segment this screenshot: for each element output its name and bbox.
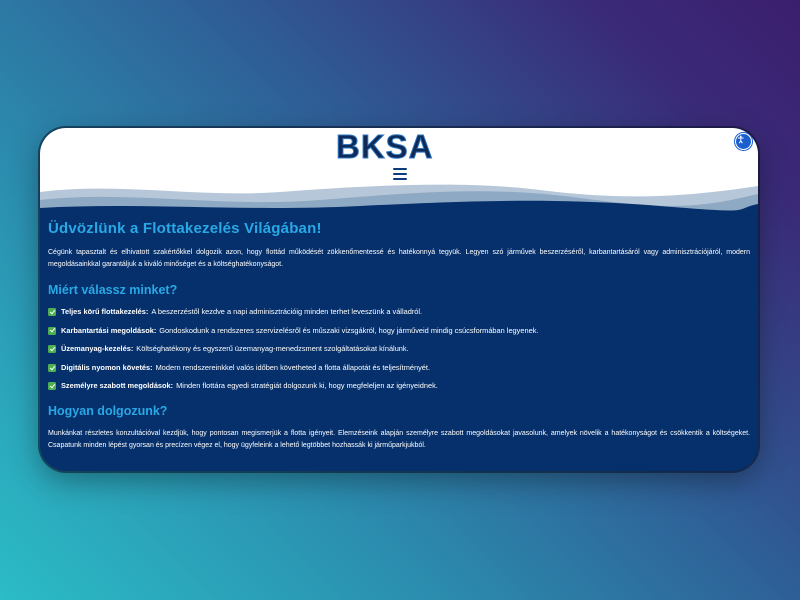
- main-content: [40, 210, 758, 451]
- accessibility-icon[interactable]: [735, 133, 752, 150]
- feature-title: Teljes körű flottakezelés:: [61, 307, 149, 316]
- intro-paragraph: Cégünk tapasztalt és elhivatott szakértőkkel dolgozik azon, hogy flottád működését zökkenőmentessé és hatékonnyá tegyük. Legyen szó járművek beszerzéséről, karbantartásáról vagy adminisztrációjáról, modern megoldásainkkal garantáljuk a kiváló minőséget és a költséghatékonyságot.: [48, 249, 750, 268]
- feature-title: Üzemanyag-kezelés:: [61, 344, 134, 354]
- header-wave: [40, 178, 758, 214]
- list-item: [48, 307, 750, 317]
- list-item: [48, 344, 750, 354]
- check-icon: [48, 345, 56, 353]
- feature-title: Személyre szabott megoldások:: [61, 381, 174, 391]
- list-item: [48, 326, 750, 336]
- how-paragraph: Munkánkat részletes konzultációval kezdjük, hogy pontosan megismerjük a flotta igényeit. Elemzéseink alapján személyre szabott megoldásokat javasolunk, amelyek növelik a hatékonyságot és csökkentik a költségeket. Csapatunk minden lépést gyorsan és precízen végez el, hogy ügyfeleink a lehető legtöbbet hozhassák ki járműparkjukból.: [48, 430, 750, 449]
- site-header: [40, 128, 758, 210]
- browser-window: [40, 128, 758, 471]
- check-icon: [48, 364, 56, 372]
- page-title: Üdvözlünk a Flottakezelés Világában!: [48, 220, 322, 237]
- list-item: [48, 381, 750, 391]
- how-heading: Hogyan dolgozunk?: [48, 404, 168, 419]
- check-icon: [48, 327, 56, 335]
- feature-text: Gondoskodunk a rendszeres szervizelésről és műszaki vizsgákról, hogy járműveid mindig csúcsformában legyenek.: [159, 325, 539, 335]
- feature-title: Digitális nyomon követés:: [61, 362, 153, 372]
- feature-title: Karbantartási megoldások:: [61, 325, 157, 335]
- feature-text: Költséghatékony és egyszerű üzemanyag-menedzsment szolgáltatásokat kínálunk.: [136, 344, 409, 354]
- why-heading: Miért válassz minket?: [48, 283, 178, 297]
- list-item: [48, 363, 750, 373]
- check-icon: [48, 308, 56, 316]
- feature-text: A beszerzéstől kezdve a napi adminisztrációig minden terhet leveszünk a válladról.: [151, 307, 423, 316]
- check-icon: [48, 382, 56, 390]
- feature-list: [48, 307, 750, 391]
- site-logo[interactable]: [336, 131, 462, 161]
- feature-text: Minden flottára egyedi stratégiát dolgozunk ki, hogy megfeleljen az igényeidnek.: [176, 381, 438, 391]
- feature-text: Modern rendszereinkkel valós időben követheted a flotta állapotát és teljesítményét.: [155, 362, 431, 372]
- svg-text:BKSA: BKSA: [336, 131, 434, 161]
